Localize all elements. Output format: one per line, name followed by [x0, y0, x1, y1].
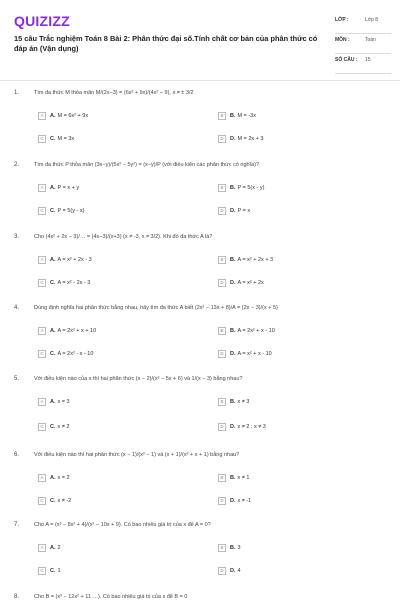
question-number: 4. [14, 305, 20, 311]
option-label: C. [50, 350, 56, 357]
option-letter-box: B [218, 474, 226, 482]
option-b[interactable] [218, 254, 273, 265]
option-label: A. [50, 184, 56, 191]
option-text: A = 2x² + x + 10 [57, 327, 97, 334]
option-label: D. [230, 423, 236, 430]
option-a[interactable] [38, 396, 70, 407]
option-a[interactable] [38, 254, 92, 265]
question-text: Tìm đa thức P thỏa mãn (3x−y)/(5x² − 5y²) = (x−y)/P (với điều kiện các phân thức có nghĩa)? [34, 162, 260, 168]
option-letter-box: A [38, 327, 46, 335]
option-d[interactable] [218, 565, 241, 576]
option-text: A = 2x² - x - 10 [57, 350, 94, 357]
question-number: 7. [14, 522, 20, 528]
option-text: P = x + y [57, 184, 80, 191]
meta-row-count [335, 54, 391, 74]
option-c[interactable] [38, 421, 69, 432]
option-text: 1 [57, 567, 61, 574]
option-label: C. [50, 207, 56, 214]
option-c[interactable] [38, 495, 71, 506]
option-label: D. [230, 207, 236, 214]
option-label: B. [230, 112, 236, 119]
option-label: B. [230, 544, 236, 551]
option-text: M = 6x² + 9x [57, 112, 89, 119]
option-label: C. [50, 423, 56, 430]
option-label: B. [230, 327, 236, 334]
option-text: M = 2x + 3 [237, 135, 264, 142]
option-label: D. [230, 350, 236, 357]
option-letter-box: C [38, 135, 46, 143]
question-text: Cho A = (x³ − 8x² + 4)/(x² − 10x + 9). Có bao nhiêu giá trị của x để A = 0? [34, 522, 211, 528]
option-letter-box: A [38, 184, 46, 192]
option-text: A = x² + 2x [237, 279, 264, 286]
option-d[interactable] [218, 421, 266, 432]
option-b[interactable] [218, 396, 249, 407]
option-text: x ≠ -2 [57, 497, 72, 504]
option-letter-box: B [218, 398, 226, 406]
option-text: A = 2x² + x - 10 [237, 327, 275, 334]
option-letter-box: B [218, 327, 226, 335]
option-c[interactable] [38, 277, 90, 288]
question-text: Với điều kiện nào thì hai phân thức (x − 1)/(x² − 1) và (x + 1)/(x² + x + 1) bằng nhau? [34, 452, 240, 458]
option-text: x = 2 [57, 474, 70, 481]
option-text: x ≠ -1 [237, 497, 252, 504]
option-c[interactable] [38, 565, 61, 576]
meta-key: MÔN : [335, 37, 350, 43]
option-letter-box: A [38, 112, 46, 120]
option-b[interactable] [218, 110, 256, 121]
option-label: A. [50, 398, 56, 405]
meta-value: Lớp 8 [365, 17, 379, 23]
option-label: A. [50, 544, 56, 551]
option-letter-box: B [218, 544, 226, 552]
option-label: B. [230, 184, 236, 191]
option-text: P = x [237, 207, 251, 214]
question-text: Dùng định nghĩa hai phân thức bằng nhau, hãy tìm đa thức A biết (2x² − 13x + 8)/A = (2x − 3)/(x + 5) [34, 305, 278, 311]
option-letter-box: D [218, 423, 226, 431]
option-text: x ≠ 3 [237, 398, 250, 405]
option-letter-box: A [38, 474, 46, 482]
meta-value: 15 [365, 57, 371, 63]
option-text: x ≠ 2 [57, 423, 70, 430]
option-text: 3 [237, 544, 241, 551]
question-number: 3. [14, 234, 20, 240]
option-letter-box: B [218, 112, 226, 120]
question-text: Tìm đa thức M thỏa mãn M/(2x−3) = (6x² + 9x)/(4x² − 9), x ≠ ± 3/2 [34, 90, 194, 96]
option-label: C. [50, 135, 56, 142]
option-text: x ≠ 2 ; x ≠ 3 [237, 423, 266, 430]
question-text: Với điều kiện nào của x thì hai phân thức (x − 2)/(x² − 5x + 6) và 1/(x − 3) bằng nhau? [34, 376, 243, 382]
meta-value: Toán [365, 37, 376, 43]
meta-key: SỐ CÂU : [335, 57, 358, 63]
option-letter-box: A [38, 256, 46, 264]
option-label: B. [230, 398, 236, 405]
option-a[interactable] [38, 110, 88, 121]
option-label: A. [50, 327, 56, 334]
option-d[interactable] [218, 133, 264, 144]
option-c[interactable] [38, 205, 84, 216]
option-text: x ≠ 1 [237, 474, 250, 481]
option-text: M = 3x [57, 135, 75, 142]
option-d[interactable] [218, 348, 272, 359]
option-b[interactable] [218, 472, 249, 483]
option-letter-box: B [218, 256, 226, 264]
question-text: Cho (4x² + 2x − 3)/… = (4x−3)/(x+3) (x ≠ -3, x ≠ 3/2). Khi đó đa thức A là? [34, 234, 213, 240]
option-label: D. [230, 497, 236, 504]
option-letter-box: C [38, 350, 46, 358]
option-label: A. [50, 474, 56, 481]
meta-key: LỚP : [335, 17, 349, 23]
option-label: D. [230, 279, 236, 286]
option-a[interactable] [38, 182, 79, 193]
option-letter-box: C [38, 279, 46, 287]
option-d[interactable] [218, 495, 251, 506]
question-number: 2. [14, 162, 20, 168]
option-text: A = x² + 2x + 3 [237, 256, 274, 263]
option-letter-box: C [38, 423, 46, 431]
option-a[interactable] [38, 542, 61, 553]
option-letter-box: C [38, 497, 46, 505]
option-a[interactable] [38, 472, 70, 483]
option-letter-box: B [218, 184, 226, 192]
option-text: 2 [57, 544, 61, 551]
option-letter-box: D [218, 350, 226, 358]
question-number: 6. [14, 452, 20, 458]
option-a[interactable] [38, 325, 96, 336]
option-b[interactable] [218, 182, 264, 193]
quizizz-logo: QUIZIZZ [14, 13, 70, 29]
option-text: A = x² + 2x - 3 [57, 256, 92, 263]
option-d[interactable] [218, 205, 250, 216]
option-label: D. [230, 135, 236, 142]
option-text: P = 5(x - y) [237, 184, 265, 191]
option-label: B. [230, 474, 236, 481]
option-text: M = -3x [237, 112, 256, 119]
option-c[interactable] [38, 348, 93, 359]
option-text: x = 3 [57, 398, 70, 405]
meta-panel [335, 14, 391, 74]
option-text: P = 5(y - x) [57, 207, 85, 214]
meta-row-class [335, 14, 391, 34]
page-title: 15 câu Trắc nghiệm Toán 8 Bài 2: Phân thức đại số.Tính chất cơ bản của phân thức có đáp án (Vận dụng) [14, 34, 318, 53]
option-letter-box: D [218, 135, 226, 143]
question-number: 8. [14, 594, 20, 600]
option-letter-box: C [38, 207, 46, 215]
option-letter-box: D [218, 207, 226, 215]
option-d[interactable] [218, 277, 264, 288]
option-label: A. [50, 112, 56, 119]
option-letter-box: D [218, 279, 226, 287]
option-text: A = x² + x - 10 [237, 350, 272, 357]
option-letter-box: D [218, 497, 226, 505]
question-number: 5. [14, 376, 20, 382]
option-label: B. [230, 256, 236, 263]
option-letter-box: D [218, 567, 226, 575]
option-c[interactable] [38, 133, 74, 144]
option-letter-box: C [38, 567, 46, 575]
option-letter-box: A [38, 398, 46, 406]
option-text: 4 [237, 567, 241, 574]
option-label: D. [230, 567, 236, 574]
option-label: C. [50, 567, 56, 574]
question-text: Cho B = (x³ − 12x² + 11 …). Có bao nhiêu giá trị của x để B = 0 [34, 594, 188, 600]
option-label: C. [50, 279, 56, 286]
option-letter-box: A [38, 544, 46, 552]
question-number: 1. [14, 90, 20, 96]
option-label: A. [50, 256, 56, 263]
meta-row-subject [335, 34, 391, 54]
header-divider [0, 80, 400, 81]
option-label: C. [50, 497, 56, 504]
option-b[interactable] [218, 542, 241, 553]
option-b[interactable] [218, 325, 275, 336]
option-text: A = x² - 2x - 3 [57, 279, 91, 286]
